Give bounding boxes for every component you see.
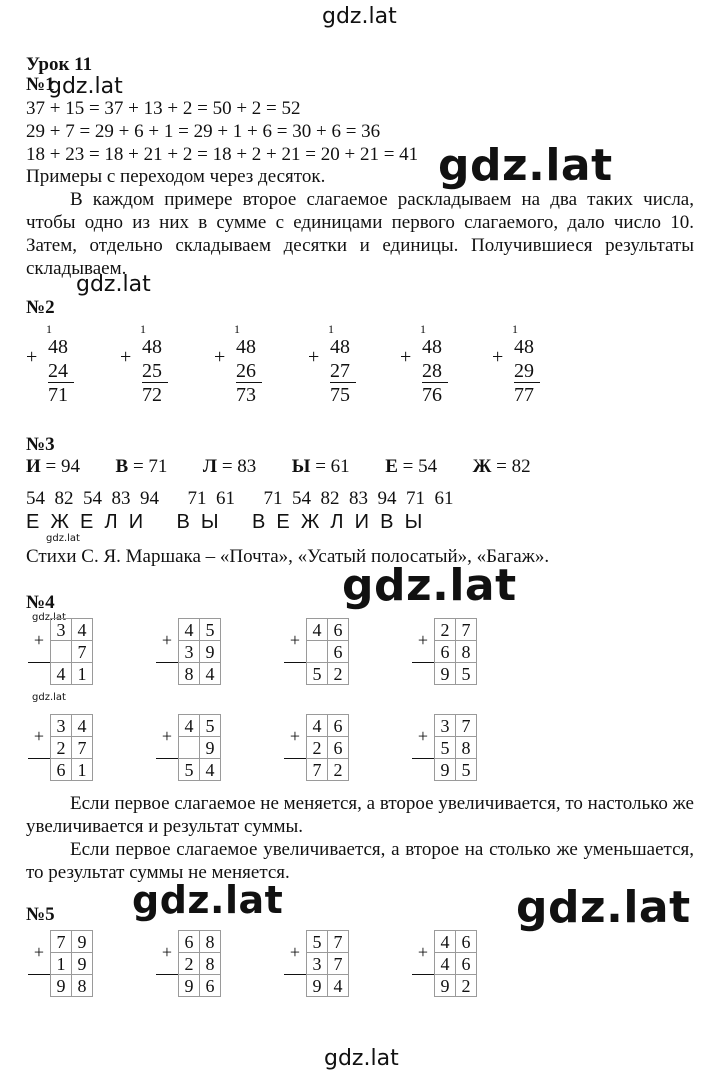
carry-digit: 1	[234, 322, 240, 336]
addition-grid	[156, 714, 221, 781]
digit-cell: 9	[307, 975, 328, 997]
digit-cell: 4	[200, 759, 221, 781]
addend-1: 48	[236, 336, 256, 358]
operator-cell	[156, 663, 179, 685]
addend-2: 24	[48, 360, 74, 383]
plus-sign: +	[400, 346, 412, 368]
addend-1: 48	[514, 336, 534, 358]
digit-cell	[307, 641, 328, 663]
digit-cell: 5	[456, 663, 477, 685]
digit-cell: 7	[328, 931, 349, 953]
task4-label: №4	[26, 592, 55, 613]
task1-line-2: 29 + 7 = 29 + 6 + 1 = 29 + 1 + 6 = 30 + 6 = 36	[26, 121, 381, 142]
task1-line-3: 18 + 23 = 18 + 21 + 2 = 18 + 2 + 21 = 20 + 21 = 41	[26, 144, 419, 165]
digit-cell: 1	[51, 953, 72, 975]
decoded-letters: Е Ж Е Л И В Ы В Е Ж Л И В Ы	[26, 511, 423, 533]
digit-cell: 9	[200, 641, 221, 663]
operator-cell	[28, 759, 51, 781]
digit-cell: 9	[72, 953, 93, 975]
digit-cell	[51, 641, 72, 663]
digit-cell: 7	[51, 931, 72, 953]
sum: 77	[514, 384, 534, 406]
digit-cell: 9	[435, 975, 456, 997]
plus-sign: +	[161, 942, 173, 963]
digit-cell: 3	[307, 953, 328, 975]
digit-cell: 4	[200, 663, 221, 685]
digit-cell: 5	[456, 759, 477, 781]
sum: 75	[330, 384, 350, 406]
operator-cell	[284, 759, 307, 781]
addition-grid	[284, 714, 349, 781]
plus-sign: +	[417, 942, 429, 963]
operator-cell	[412, 759, 435, 781]
plus-sign: +	[120, 346, 132, 368]
sum: 73	[236, 384, 256, 406]
digit-cell: 2	[456, 975, 477, 997]
digit-cell: 4	[72, 715, 93, 737]
task2-label: №2	[26, 297, 55, 318]
addend-2: 28	[422, 360, 448, 383]
digit-cell: 7	[456, 715, 477, 737]
digit-cell: 6	[200, 975, 221, 997]
mapping-item: Ы = 61	[291, 456, 350, 477]
addend-1: 48	[330, 336, 350, 358]
task5-label: №5	[26, 904, 55, 925]
watermark-large: gdz.lat	[438, 140, 613, 191]
watermark: gdz.lat	[48, 74, 123, 99]
digit-cell: 8	[179, 663, 200, 685]
digit-cell: 6	[328, 715, 349, 737]
watermark-bottom: gdz.lat	[324, 1046, 399, 1071]
plus-sign: +	[33, 630, 45, 651]
plus-sign: +	[214, 346, 226, 368]
mapping-item: И = 94	[26, 456, 80, 477]
addend-1: 48	[422, 336, 442, 358]
digit-cell: 8	[456, 641, 477, 663]
carry-digit: 1	[512, 322, 518, 336]
digit-cell: 5	[200, 715, 221, 737]
task1-explanation: В каждом примере второе слагаемое раскладываем на два таких числа, чтобы одно из них в сумме с единицами первого слагаемого, дало число 10. Затем, отдельно складываем десятки и единицы. Получившиеся результаты складываем.	[26, 189, 694, 279]
digit-cell: 6	[456, 931, 477, 953]
mapping-item: Л = 83	[202, 456, 257, 477]
task4-rule-1: Если первое слагаемое не меняется, а второе увеличивается, то настолько же увеличивается и результат суммы.	[26, 793, 694, 837]
task1-label: №1	[26, 74, 55, 95]
plus-sign: +	[289, 942, 301, 963]
watermark-large: gdz.lat	[132, 878, 284, 922]
operator-cell	[284, 663, 307, 685]
watermark: gdz.lat	[76, 272, 151, 297]
mapping-item: Ж = 82	[472, 456, 531, 477]
digit-cell: 8	[456, 737, 477, 759]
digit-cell: 4	[51, 663, 72, 685]
digit-cell: 3	[51, 715, 72, 737]
addend-2: 25	[142, 360, 168, 383]
digit-cell: 5	[307, 663, 328, 685]
plus-sign: +	[33, 726, 45, 747]
addition-grid	[284, 930, 349, 997]
digit-cell: 6	[328, 737, 349, 759]
digit-cell: 7	[328, 953, 349, 975]
addition-grid	[412, 618, 477, 685]
digit-cell: 9	[435, 663, 456, 685]
digit-cell: 8	[72, 975, 93, 997]
digit-cell: 4	[307, 619, 328, 641]
addend-2: 27	[330, 360, 356, 383]
addend-2: 29	[514, 360, 540, 383]
digit-cell: 6	[435, 641, 456, 663]
digit-cell: 9	[435, 759, 456, 781]
digit-cell: 6	[328, 641, 349, 663]
watermark-large: gdz.lat	[342, 560, 517, 611]
digit-cell: 7	[456, 619, 477, 641]
digit-cell: 2	[435, 619, 456, 641]
operator-cell	[412, 663, 435, 685]
digit-cell: 4	[435, 953, 456, 975]
digit-cell: 8	[200, 931, 221, 953]
plus-sign: +	[26, 346, 38, 368]
plus-sign: +	[161, 630, 173, 651]
digit-cell: 6	[456, 953, 477, 975]
addition-grid	[28, 618, 93, 685]
mapping-item: В = 71	[115, 456, 168, 477]
digit-cell: 5	[200, 619, 221, 641]
plus-sign: +	[417, 726, 429, 747]
plus-sign: +	[492, 346, 504, 368]
plus-sign: +	[417, 630, 429, 651]
task1-line-1: 37 + 15 = 37 + 13 + 2 = 50 + 2 = 52	[26, 98, 301, 119]
operator-cell	[156, 759, 179, 781]
sum: 72	[142, 384, 162, 406]
digit-cell: 4	[179, 715, 200, 737]
digit-cell: 2	[179, 953, 200, 975]
digit-cell	[179, 737, 200, 759]
poems-line: Стихи С. Я. Маршака – «Почта», «Усатый полосатый», «Багаж».	[26, 546, 550, 567]
operator-cell	[156, 975, 179, 997]
addend-1: 48	[142, 336, 162, 358]
digit-cell: 7	[72, 641, 93, 663]
digit-cell: 9	[200, 737, 221, 759]
digit-cell: 4	[72, 619, 93, 641]
sum: 71	[48, 384, 68, 406]
watermark-small: gdz.lat	[46, 533, 80, 544]
operator-cell	[412, 975, 435, 997]
digit-cell: 4	[328, 975, 349, 997]
lesson-title: Урок 11	[26, 54, 93, 75]
addition-grid	[28, 714, 93, 781]
carry-digit: 1	[140, 322, 146, 336]
plus-sign: +	[308, 346, 320, 368]
addend-2: 26	[236, 360, 262, 383]
digit-cell: 9	[51, 975, 72, 997]
watermark-small: gdz.lat	[32, 612, 66, 623]
digit-cell: 8	[200, 953, 221, 975]
number-codes: 54 82 54 83 94 71 61 71 54 82 83 94 71 61	[26, 488, 454, 509]
task4-rule-2: Если первое слагаемое увеличивается, а второе на столько же уменьшается, то результат суммы не меняется.	[26, 839, 694, 883]
sum: 76	[422, 384, 442, 406]
addend-1: 48	[48, 336, 68, 358]
mapping-item: Е = 54	[385, 456, 438, 477]
operator-cell	[28, 975, 51, 997]
digit-cell: 5	[435, 737, 456, 759]
task3-label: №3	[26, 434, 55, 455]
digit-cell: 9	[179, 975, 200, 997]
digit-cell: 6	[179, 931, 200, 953]
digit-cell: 1	[72, 663, 93, 685]
addition-grid	[156, 930, 221, 997]
digit-cell: 9	[72, 931, 93, 953]
digit-cell: 6	[51, 759, 72, 781]
digit-cell: 4	[307, 715, 328, 737]
task1-note: Примеры с переходом через десяток.	[26, 166, 326, 187]
plus-sign: +	[161, 726, 173, 747]
digit-cell: 3	[435, 715, 456, 737]
watermark-small: gdz.lat	[32, 692, 66, 703]
operator-cell	[284, 975, 307, 997]
digit-cell: 5	[307, 931, 328, 953]
plus-sign: +	[33, 942, 45, 963]
watermark-top: gdz.lat	[322, 4, 397, 29]
digit-cell: 5	[179, 759, 200, 781]
digit-cell: 2	[307, 737, 328, 759]
digit-cell: 2	[51, 737, 72, 759]
addition-grid	[156, 618, 221, 685]
digit-cell: 3	[51, 619, 72, 641]
digit-cell: 4	[179, 619, 200, 641]
digit-cell: 1	[72, 759, 93, 781]
digit-cell: 7	[307, 759, 328, 781]
digit-cell: 2	[328, 663, 349, 685]
operator-cell	[28, 663, 51, 685]
addition-grid	[412, 930, 477, 997]
watermark-large: gdz.lat	[516, 882, 691, 933]
plus-sign: +	[289, 630, 301, 651]
addition-grid	[28, 930, 93, 997]
letter-mapping-row	[26, 456, 531, 478]
carry-digit: 1	[420, 322, 426, 336]
digit-cell: 4	[435, 931, 456, 953]
digit-cell: 6	[328, 619, 349, 641]
digit-cell: 3	[179, 641, 200, 663]
digit-cell: 7	[72, 737, 93, 759]
carry-digit: 1	[46, 322, 52, 336]
addition-grid	[412, 714, 477, 781]
carry-digit: 1	[328, 322, 334, 336]
plus-sign: +	[289, 726, 301, 747]
digit-cell: 2	[328, 759, 349, 781]
addition-grid	[284, 618, 349, 685]
